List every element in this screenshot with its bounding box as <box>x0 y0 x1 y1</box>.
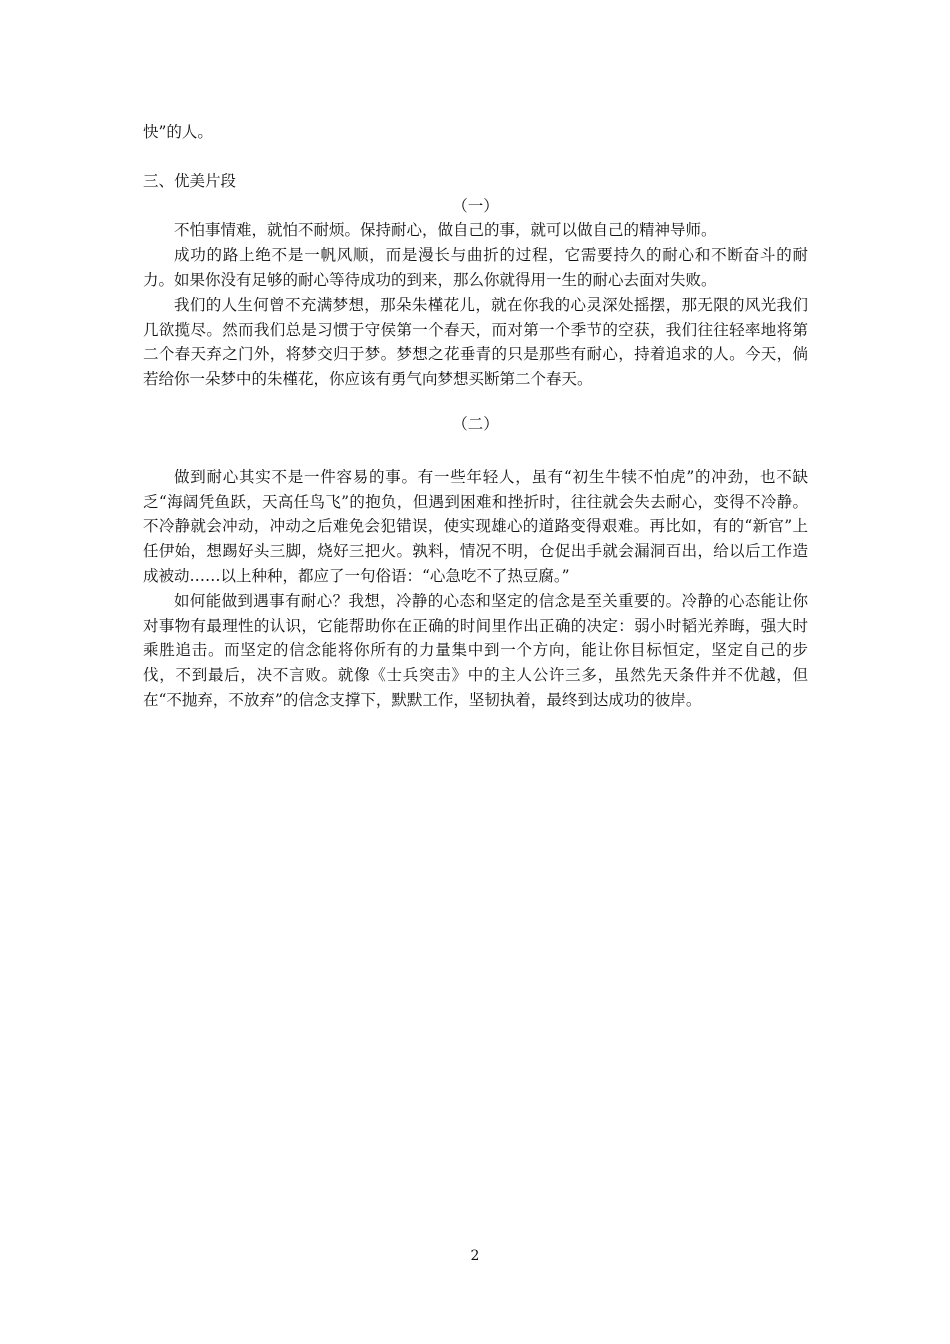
page-number: 2 <box>470 1248 480 1264</box>
spacer <box>143 392 808 412</box>
part-two-paragraph-1: 做到耐心其实不是一件容易的事。有一些年轻人，虽有“初生牛犊不怕虎”的冲劲，也不缺乏“海阔凭鱼跃，天高任鸟飞”的抱负，但遇到困难和挫折时，往往就会失去耐心，变得不冷静。不冷静就会冲动，冲动之后难免会犯错误，使实现雄心的道路变得艰难。再比如，有的“新官”上任伊始，想踢好头三脚，烧好三把火。孰料，情况不明，仓促出手就会漏洞百出，给以后工作造成被动……以上种种，都应了一句俗语：“心急吃不了热豆腐。” <box>143 467 808 585</box>
part-two-paragraph-2: 如何能做到遇事有耐心？我想，冷静的心态和坚定的信念是至关重要的。冷静的心态能让你对事物有最理性的认识，它能帮助你在正确的时间里作出正确的决定：弱小时韬光养晦，强大时乘胜追击。而坚定的信念能将你所有的力量集中到一个方向，能让你目标恒定，坚定自己的步伐，不到最后，决不言败。就像《士兵突击》中的主人公许三多，虽然先天条件并不优越，但在“不抛弃，不放弃”的信念支撑下，默默工作，坚韧执着，最终到达成功的彼岸。 <box>143 591 808 709</box>
section-heading: 三、优美片段 <box>143 171 237 190</box>
part-two-label: （二） <box>452 414 499 433</box>
part-one-paragraph-1: 不怕事情难，就怕不耐烦。保持耐心，做自己的事，就可以做自己的精神导师。 <box>174 221 717 240</box>
part-one-paragraph-2: 成功的路上绝不是一帆风顺，而是漫长与曲折的过程，它需要持久的耐心和不断奋斗的耐力。如果你没有足够的耐心等待成功的到来，那么你就得用一生的耐心去面对失败。 <box>143 246 808 289</box>
intro-fragment: 快”的人。 <box>143 123 213 141</box>
part-one-paragraph-3: 我们的人生何曾不充满梦想，那朵朱槿花儿，就在你我的心灵深处摇摆，那无限的风光我们几欲揽尽。然而我们总是习惯于守侯第一个春天，而对第一个季节的空获，我们往往轻率地将第二个春天弃之门外，将梦交归于梦。梦想之花垂青的只是那些有耐心，持着追求的人。今天，倘若给你一朵梦中的朱槿花，你应该有勇气向梦想买断第二个春天。 <box>143 295 808 389</box>
part-one-label: （一） <box>452 196 499 215</box>
spacer <box>143 437 808 465</box>
document-body <box>143 120 808 713</box>
